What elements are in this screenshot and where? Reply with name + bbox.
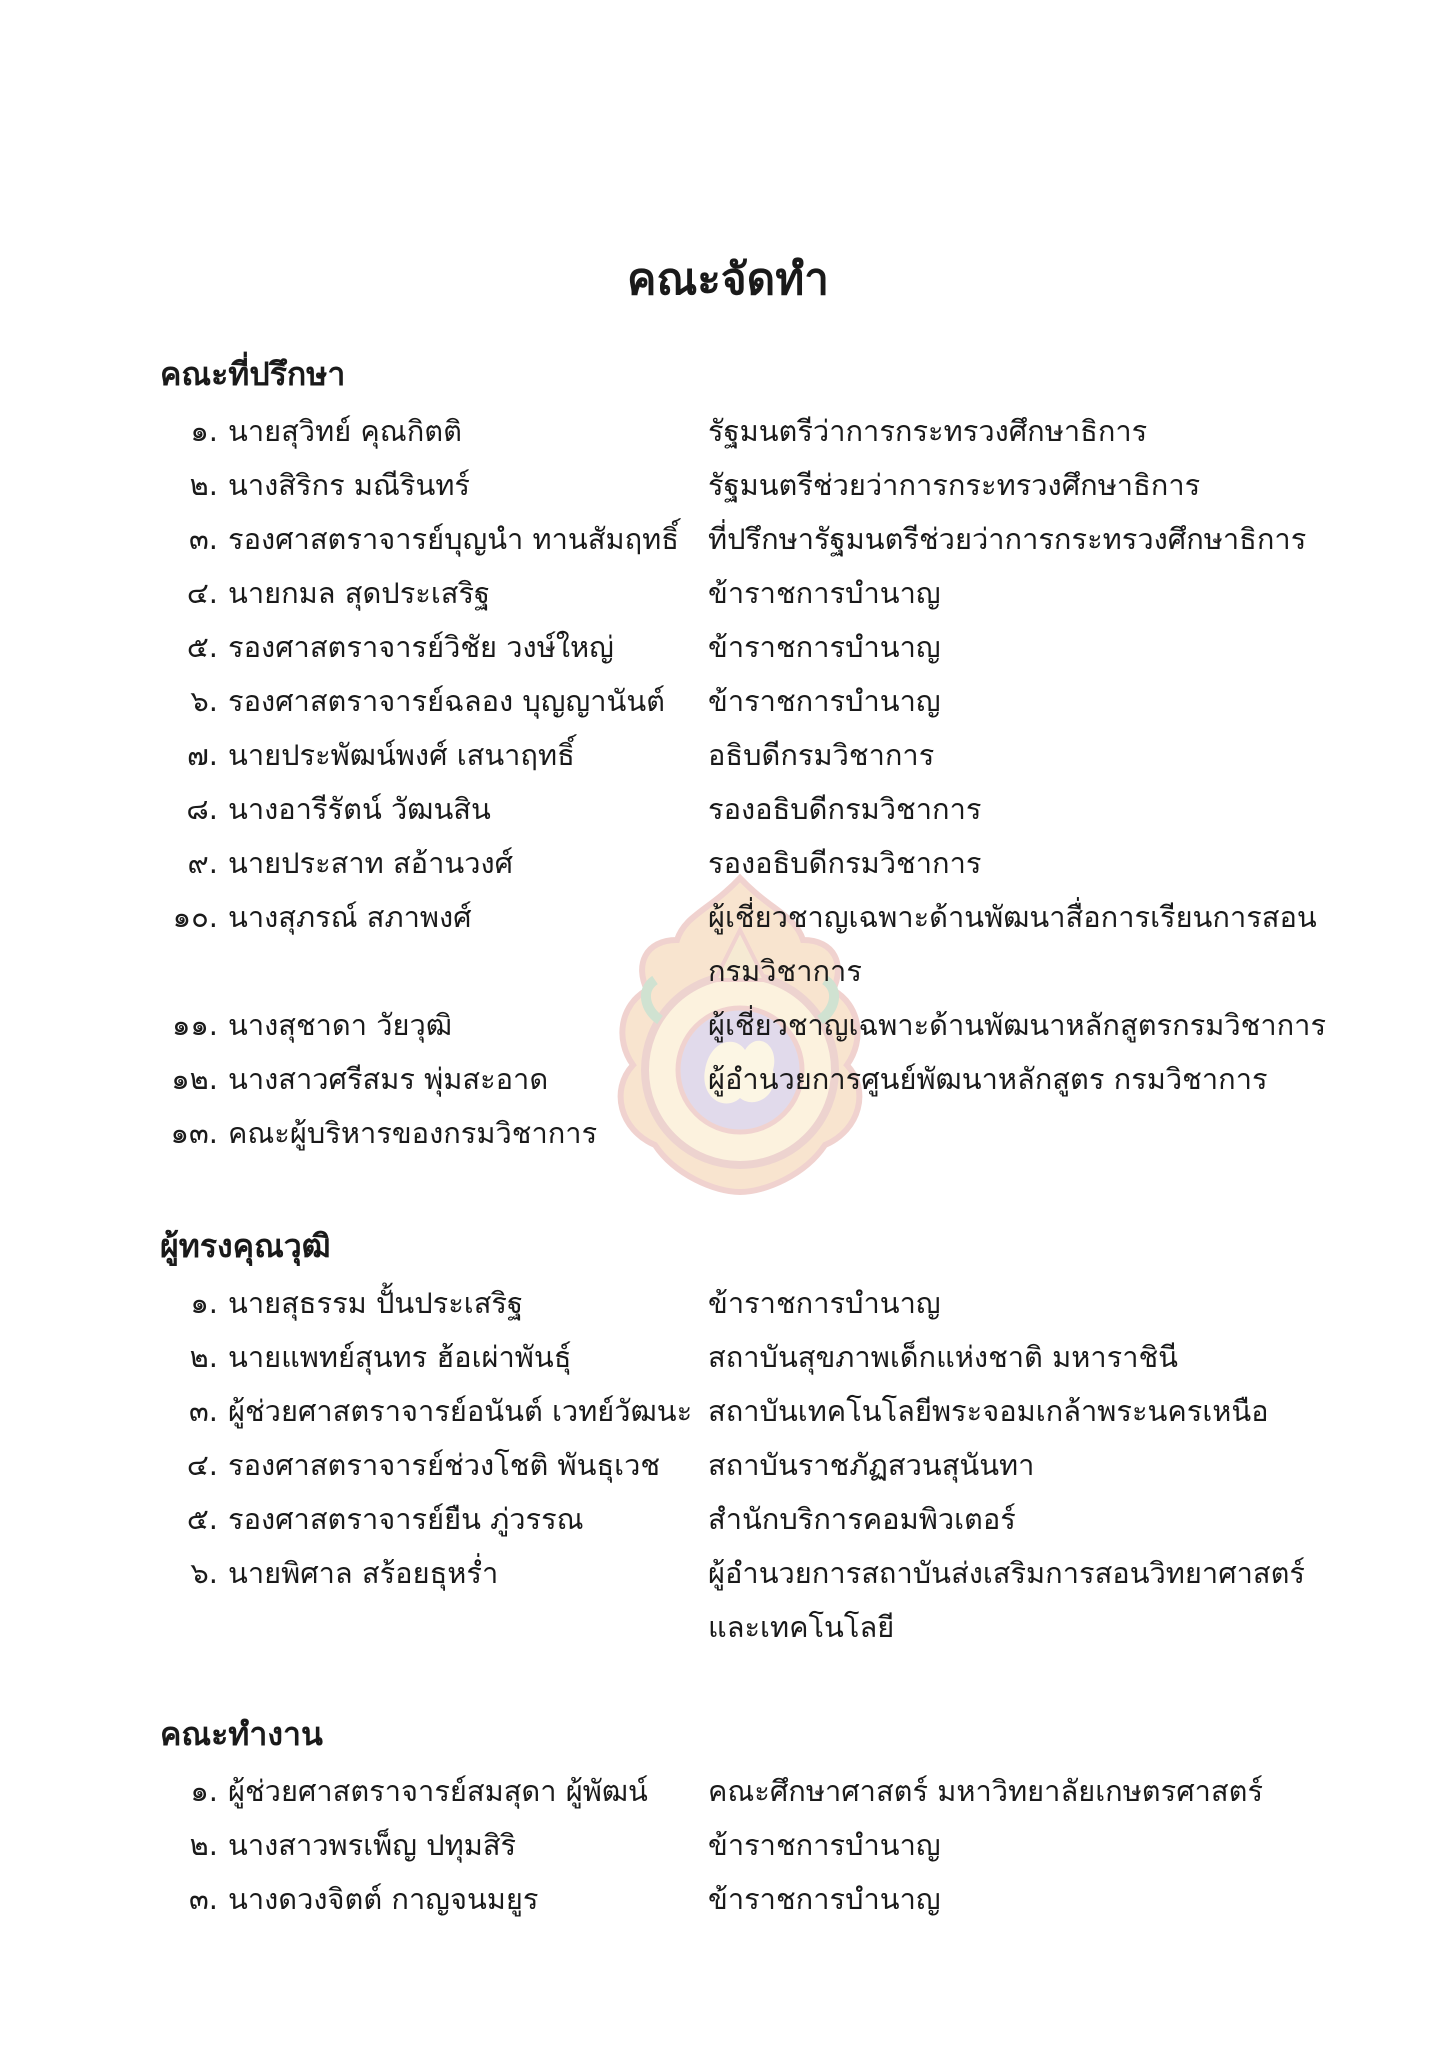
item-number: ๑. [190, 1774, 218, 1808]
item-number: ๙. [187, 846, 218, 880]
member-name: นายประพัฒน์พงศ์ เสนาฤทธิ์ [228, 738, 575, 772]
member-position: คณะศึกษาศาสตร์ มหาวิทยาลัยเกษตรศาสตร์ [708, 1774, 1264, 1808]
list-item [160, 1330, 1340, 1384]
member-name: รองศาสตราจารย์บุญนำ ทานสัมฤทธิ์ [228, 522, 679, 556]
member-position: รองอธิบดีกรมวิชาการ [708, 792, 982, 826]
member-name: ผู้ช่วยศาสตราจารย์อนันต์ เวทย์วัฒนะ [228, 1394, 693, 1428]
item-number: ๑๐. [172, 900, 218, 934]
member-position: ผู้เชี่ยวชาญเฉพาะด้านพัฒนาสื่อการเรียนการสอน กรมวิชาการ [708, 900, 1317, 988]
section-heading: ผู้ทรงคุณวุฒิ [160, 1227, 331, 1265]
member-position: รัฐมนตรีช่วยว่าการกระทรวงศึกษาธิการ [708, 468, 1201, 502]
list-item [160, 620, 1340, 674]
member-name: นายแพทย์สุนทร ฮ้อเผ่าพันธุ์ [228, 1340, 572, 1374]
item-number: ๓. [188, 522, 218, 556]
list-item [160, 1872, 1340, 1926]
list-item [160, 1492, 1340, 1546]
item-number: ๗. [186, 738, 218, 772]
item-number: ๒. [189, 468, 218, 502]
member-name: รองศาสตราจารย์วิชัย วงษ์ใหญ่ [228, 630, 614, 664]
member-position: สถาบันสุขภาพเด็กแห่งชาติ มหาราชินี [708, 1340, 1178, 1374]
member-name: นางสุชาดา วัยวุฒิ [228, 1008, 453, 1042]
item-number: ๒. [189, 1828, 218, 1862]
member-name: นางสิริกร มณีรินทร์ [228, 468, 471, 502]
member-name: นายกมล สุดประเสริฐ [228, 576, 491, 610]
item-number: ๔. [186, 576, 218, 610]
member-name: นางอารีรัตน์ วัฒนสิน [228, 792, 491, 826]
section-heading: คณะที่ปรึกษา [160, 355, 346, 393]
member-position: ผู้เชี่ยวชาญเฉพาะด้านพัฒนาหลักสูตรกรมวิชาการ [708, 1008, 1327, 1042]
list-item [160, 1052, 1340, 1106]
member-position: ผู้อำนวยการสถาบันส่งเสริมการสอนวิทยาศาสตร์และเทคโนโลยี [708, 1556, 1305, 1644]
list-item [160, 1764, 1340, 1818]
list-item [160, 1276, 1340, 1330]
member-position: สำนักบริการคอมพิวเตอร์ [708, 1502, 1016, 1536]
member-position: สถาบันเทคโนโลยีพระจอมเกล้าพระนครเหนือ [708, 1394, 1269, 1428]
list-item [160, 1546, 1340, 1654]
item-number: ๑. [190, 414, 218, 448]
member-name: รองศาสตราจารย์ยืน ภู่วรรณ [228, 1502, 584, 1536]
member-name: นายสุธรรม ปั้นประเสริฐ [228, 1286, 523, 1320]
list-item [160, 1438, 1340, 1492]
item-number: ๑๓. [170, 1116, 218, 1150]
member-name: นายสุวิทย์ คุณกิตติ [228, 414, 462, 448]
list-item [160, 404, 1340, 458]
item-number: ๘. [186, 792, 218, 826]
member-name: นางสาวพรเพ็ญ ปทุมสิริ [228, 1828, 517, 1862]
list-item [160, 1384, 1340, 1438]
member-name: นางสาวศรีสมร พุ่มสะอาด [228, 1062, 549, 1096]
section-experts [160, 1222, 1340, 1654]
section-advisors [160, 350, 1340, 1160]
member-position: ข้าราชการบำนาญ [708, 630, 941, 664]
list-item [160, 458, 1340, 512]
member-position: ข้าราชการบำนาญ [708, 1882, 941, 1916]
item-number: ๖. [190, 1556, 218, 1590]
list-item [160, 836, 1340, 890]
member-name: คณะผู้บริหารของกรมวิชาการ [228, 1116, 598, 1150]
member-name: นางดวงจิตต์ กาญจนมยูร [228, 1882, 539, 1916]
item-number: ๕. [186, 630, 218, 664]
member-position: ข้าราชการบำนาญ [708, 1286, 941, 1320]
list-item [160, 782, 1340, 836]
item-number: ๕. [186, 1502, 218, 1536]
member-name: ผู้ช่วยศาสตราจารย์สมสุดา ผู้พัฒน์ [228, 1774, 648, 1808]
item-number: ๖. [190, 684, 218, 718]
member-name: รองศาสตราจารย์ช่วงโชติ พันธุเวช [228, 1448, 661, 1482]
section-working-group [160, 1710, 1340, 1926]
item-number: ๑๒. [171, 1062, 218, 1096]
item-number: ๔. [186, 1448, 218, 1482]
list-item [160, 890, 1340, 998]
member-name: นางสุภรณ์ สภาพงศ์ [228, 900, 472, 934]
member-position: สถาบันราชภัฏสวนสุนันทา [708, 1448, 1035, 1482]
member-position: ที่ปรึกษารัฐมนตรีช่วยว่าการกระทรวงศึกษาธิการ [708, 522, 1307, 556]
member-position: อธิบดีกรมวิชาการ [708, 738, 935, 772]
member-name: นายประสาท สอ้านวงศ์ [228, 846, 514, 880]
section-heading: คณะทำงาน [160, 1715, 323, 1753]
member-position: ข้าราชการบำนาญ [708, 1828, 941, 1862]
item-number: ๓. [188, 1882, 218, 1916]
member-position: ผู้อำนวยการศูนย์พัฒนาหลักสูตร กรมวิชาการ [708, 1062, 1268, 1096]
member-position: รองอธิบดีกรมวิชาการ [708, 846, 982, 880]
list-item [160, 728, 1340, 782]
item-number: ๑๑. [171, 1008, 218, 1042]
member-name: นายพิศาล สร้อยธุหร่ำ [228, 1556, 499, 1590]
member-name: รองศาสตราจารย์ฉลอง บุญญานันต์ [228, 684, 665, 718]
member-position: รัฐมนตรีว่าการกระทรวงศึกษาธิการ [708, 414, 1148, 448]
list-item [160, 998, 1340, 1052]
item-number: ๓. [188, 1394, 218, 1428]
list-item [160, 566, 1340, 620]
item-number: ๑. [190, 1286, 218, 1320]
member-position: ข้าราชการบำนาญ [708, 576, 941, 610]
list-item [160, 1818, 1340, 1872]
list-item [160, 512, 1340, 566]
list-item [160, 674, 1340, 728]
list-item [160, 1106, 1340, 1160]
item-number: ๒. [189, 1340, 218, 1374]
page-title: คณะจัดทำ [627, 254, 829, 305]
member-position: ข้าราชการบำนาญ [708, 684, 941, 718]
